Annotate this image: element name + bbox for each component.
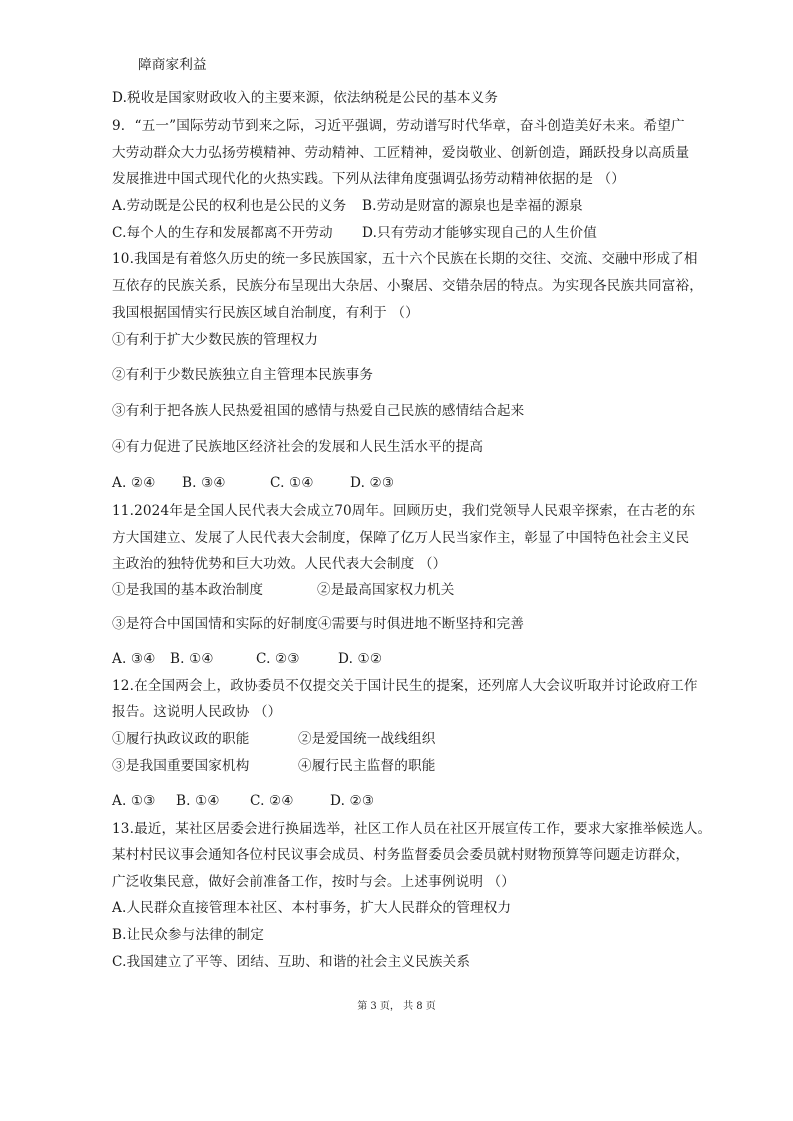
statement-4: ④需要与时俱进地不断坚持和完善	[318, 616, 525, 632]
option-c: C. ②④	[250, 793, 294, 809]
option-c: C.每个人的生存和发展都离不开劳动	[112, 225, 333, 241]
text-line: 主政治的独特优势和巨大功效。人民代表大会制度 （）	[112, 556, 447, 572]
statement-1: ①有利于扩大少数民族的管理权力	[112, 332, 319, 348]
option-a: A.人民群众直接管理本社区、本村事务，扩大人民群众的管理权力	[112, 900, 512, 916]
text-line: 发展推进中国式现代化的火热实践。下列从法律角度强调弘扬劳动精神依据的是 （）	[112, 171, 625, 187]
option-c: C.我国建立了平等、团结、互助、和谐的社会主义民族关系	[112, 954, 471, 970]
option-a: A.劳动既是公民的权利也是公民的义务	[112, 198, 347, 214]
statement-3: ③是符合中国国情和实际的好制度	[112, 616, 319, 632]
option-a: A. ②④	[112, 475, 156, 491]
text-line: D.税收是国家财政收入的主要来源，依法纳税是公民的基本义务	[112, 90, 499, 106]
question-11: 11.2024年是全国人民代表大会成立70周年。回顾历史，我们党领导人民艰辛探索，在古老的东	[112, 503, 696, 519]
option-c: C. ①④	[270, 475, 314, 491]
option-b: B.劳动是财富的源泉也是幸福的源泉	[362, 198, 583, 214]
statement-4: ④有力促进了民族地区经济社会的发展和人民生活水平的提高	[112, 439, 484, 455]
text-line: 报告。这说明人民政协 （）	[112, 704, 282, 720]
text-line: 互依存的民族关系，民族分布呈现出大杂居、小聚居、交错杂居的特点。为实现各民族共同富裕，	[112, 278, 703, 294]
statement-3: ③有利于把各族人民热爱祖国的感情与热爱自己民族的感情结合起来	[112, 403, 525, 419]
option-d: D.只有劳动才能够实现自己的人生价值	[362, 225, 597, 241]
text-line: 大劳动群众大力弘扬劳模精神、劳动精神、工匠精神，爱岗敬业、创新创造，踊跃投身以高质量	[112, 145, 690, 161]
text-line: 方大国建立、发展了人民代表大会制度，保障了亿万人民当家作主，彰显了中国特色社会主义民	[112, 530, 690, 546]
statement-1: ①履行执政议政的职能	[112, 731, 250, 747]
option-b: B. ①④	[176, 793, 220, 809]
option-c: C. ②③	[256, 651, 300, 667]
option-b: B. ③④	[182, 475, 226, 491]
question-9: 9．“五一”国际劳动节到来之际，习近平强调，劳动谱写时代华章，奋斗创造美好未来。希望广	[112, 118, 685, 134]
statement-4: ④履行民主监督的职能	[298, 758, 436, 774]
statement-2: ②是爱国统一战线组织	[298, 731, 436, 747]
question-12: 12.在全国两会上，政协委员不仅提交关于国计民生的提案，还列席人大会议听取并讨论政府工作	[112, 678, 698, 694]
text-line: 广泛收集民意，做好会前准备工作，按时与会。上述事例说明 （）	[112, 874, 516, 890]
statement-2: ②是最高国家权力机关	[317, 582, 455, 598]
question-10: 10.我国是有着悠久历史的统一多民族国家，五十六个民族在长期的交往、交流、交融中形成了相	[112, 251, 698, 267]
statement-2: ②有利于少数民族独立自主管理本民族事务	[112, 367, 374, 383]
text-line: 我国根据国情实行民族区域自治制度，有利于 （）	[112, 305, 419, 321]
option-d: D. ②③	[330, 793, 375, 809]
option-a: A. ③④	[112, 651, 156, 667]
statement-3: ③是我国重要国家机构	[112, 758, 250, 774]
text-line: 障商家利益	[138, 57, 207, 73]
statement-1: ①是我国的基本政治制度	[112, 582, 264, 598]
option-d: D. ②③	[350, 475, 395, 491]
question-13: 13.最近，某社区居委会进行换届选举，社区工作人员在社区开展宣传工作，要求大家推举候选人。	[112, 821, 712, 837]
option-d: D. ①②	[338, 651, 383, 667]
option-a: A. ①③	[112, 793, 156, 809]
text-line: 某村村民议事会通知各位村民议事会成员、村务监督委员会委员就村财物预算等问题走访群众，	[112, 847, 690, 863]
option-b: B. ①④	[170, 651, 214, 667]
option-b: B.让民众参与法律的制定	[112, 927, 265, 943]
page-footer: 第 3 页， 共 8 页	[357, 1001, 436, 1012]
